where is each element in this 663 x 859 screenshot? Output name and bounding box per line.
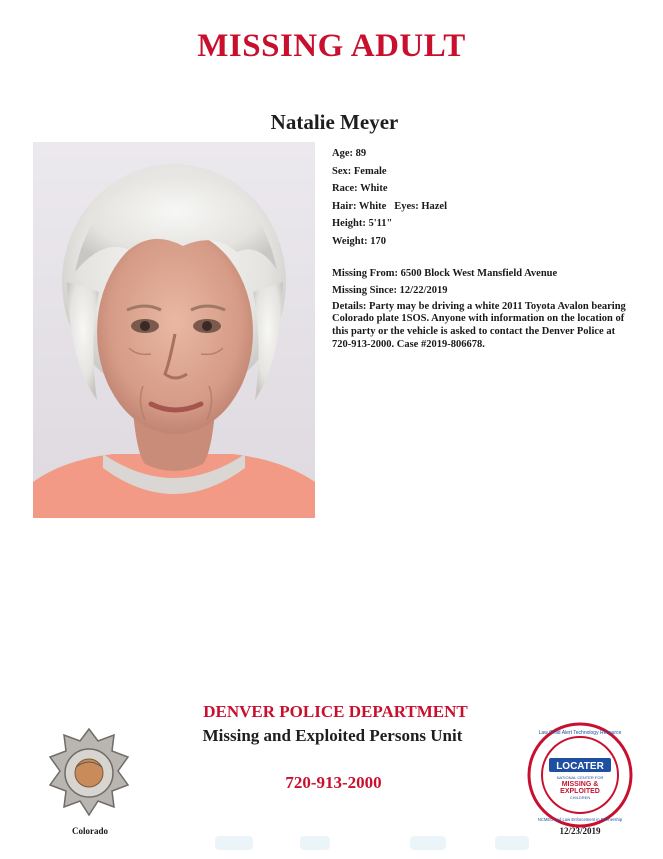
unit-name: Missing and Exploited Persons Unit [202, 726, 463, 745]
seal-text-bottom: NCMEC and Law Enforcement in Partnership [537, 817, 623, 822]
detail-race: Race: White [332, 183, 388, 195]
seal-org-1: NATIONAL CENTER FOR [556, 775, 604, 780]
detail-missing-since: Missing Since: 12/22/2019 [332, 285, 448, 297]
portrait-illustration [33, 142, 315, 518]
scan-smudge [495, 836, 529, 850]
scan-smudge [410, 836, 446, 850]
seal-org-3: EXPLOITED [560, 788, 600, 795]
scan-smudge [300, 836, 330, 850]
contact-phone: 720-913-2000 [285, 773, 382, 792]
poster-title: MISSING ADULT [197, 28, 466, 64]
seal-brand: LOCATER [556, 761, 604, 772]
seal-org-4: CHILDREN [569, 795, 591, 800]
scan-smudge [215, 836, 253, 850]
detail-height: Height: 5'11" [332, 218, 393, 230]
seal-text-top: Law Child Alert Technology Resource [538, 730, 622, 736]
detail-description: Details: Party may be driving a white 2011 Toyota Avalon bearing Colorado plate 1SOS. Anyone with information on the location of this party or the vehicle is asked to contact the Denver Police at 720-913-2000. Case #2019-806678. [332, 300, 626, 350]
police-badge-icon [46, 727, 132, 817]
person-photo [33, 142, 315, 518]
detail-hair-eyes: Hair: White Eyes: Hazel [332, 200, 447, 212]
detail-sex: Sex: Female [332, 165, 387, 177]
department-name: DENVER POLICE DEPARTMENT [203, 702, 468, 721]
detail-missing-from: Missing From: 6500 Block West Mansfield Avenue [332, 267, 558, 279]
detail-age: Age: 89 [332, 148, 367, 159]
detail-weight: Weight: 170 [332, 235, 386, 247]
poster-date: 12/23/2019 [559, 826, 601, 836]
locater-seal-icon [527, 722, 633, 828]
person-details [332, 145, 632, 351]
badge-label: Colorado [72, 826, 108, 836]
person-name: Natalie Meyer [270, 110, 399, 134]
seal-org-2: MISSING & [561, 781, 599, 788]
